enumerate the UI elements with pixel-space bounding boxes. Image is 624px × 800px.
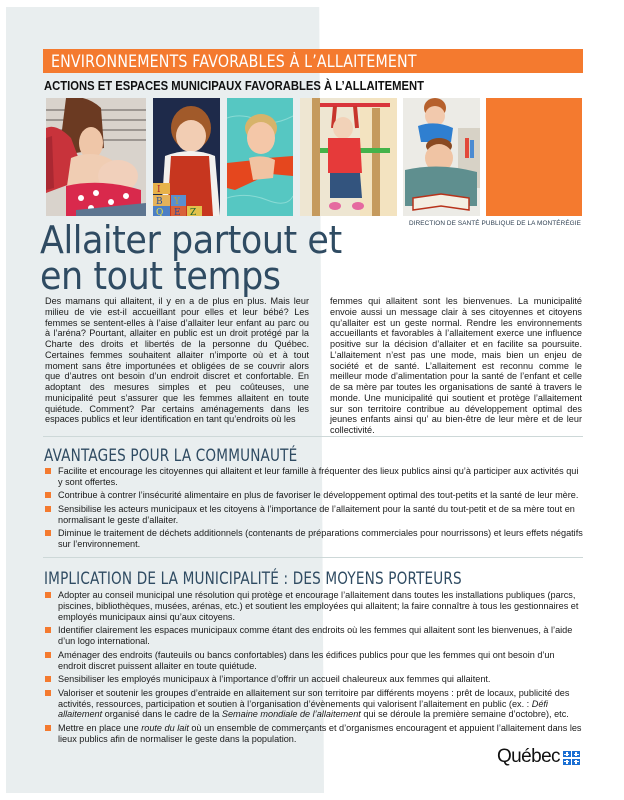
text-segment: où un ensemble de commerçants et d’organismes encouragent et appuient l’allaitement dans les lieux publics afin de normaliser le geste dans la population.	[58, 722, 582, 744]
list-item-text	[58, 723, 582, 744]
list-item-text: Sensibilise les acteurs municipaux et les citoyens à l’importance de l’allaitement pour la santé du tout-petit et de sa mère tout en normalisant le geste d’allaiter.	[58, 503, 575, 525]
svg-text:B: B	[156, 197, 163, 207]
svg-text:Y: Y	[174, 197, 180, 207]
implication-list	[44, 590, 584, 747]
quebec-wordmark: Québec	[497, 746, 560, 767]
list-item-text: Aménager des endroits (fauteuils ou bancs confortables) dans les édifices publics pour que les femmes qui ont besoin d’un endroit discret puissent allaiter en toute quiétude.	[58, 649, 555, 671]
block-letter-i: I	[157, 185, 161, 195]
list-item	[44, 590, 584, 623]
list-item-text: Facilite et encourage les citoyennes qui allaitent et leur famille à fréquenter des lieux publics ainsi qu’à participer aux activités qui y sont offertes.	[58, 466, 579, 487]
italic-segment: Défi allaitement	[58, 698, 548, 720]
text-segment: organisé dans le cadre de la	[102, 709, 222, 720]
svg-text:E: E	[174, 208, 181, 216]
bullet-square-icon	[45, 468, 51, 474]
text-segment: Valoriser et soutenir les groupes d’entraide en allaitement sur son territoire par différents moyens : prêt de locaux, publicité des activités, ressources, participation et soutien à l’organisation d’évènements qui valorisent l’allaitement en public (ex. :	[58, 687, 570, 709]
photo-father-son-reading	[403, 98, 480, 216]
bullet-square-icon	[45, 725, 51, 731]
text-segment: Mettre en place une	[58, 722, 142, 733]
list-item	[44, 674, 584, 685]
bullet-square-icon	[45, 506, 51, 512]
section-heading-implication: IMPLICATION DE LA MUNICIPALITÉ : DES MOYENS PORTEURS	[44, 569, 462, 589]
list-item-text: Identifier clairement les espaces municipaux comme étant des endroits où les femmes qui allaitent sont les bienvenues, à l’aide d’un logo international.	[58, 625, 573, 647]
accent-block	[486, 98, 582, 216]
intro-column-right: femmes qui allaitent sont les bienvenues. La municipalité envoie aussi un message clair à ses citoyennes et citoyens qu’allaiter est un geste normal. Rendre les environnements accueillants et favorables à l’allaitement exerce une influence positive sur la décision d’allaiter et en facilite sa poursuite. L’allaitement n’est pas une mode, mais bien un enjeu de société et de santé. L’allaitement est reconnu comme le meilleur mode d’alimentation pour la santé de l’enfant et celle de sa mère par toutes les organisations de santé à travers le monde. Une municipalité qui soutient et protège l’allaitement sur son territoire contribue au développement optimal des jeunes enfants ainsi qu’ au bien-être de leur mère et de leur collectivité.	[330, 296, 582, 435]
quebec-flag-icon	[563, 751, 581, 765]
photo-child-playground	[300, 98, 397, 216]
bullet-square-icon	[45, 652, 51, 658]
svg-text:Q: Q	[156, 208, 164, 216]
list-item	[44, 504, 584, 526]
quebec-logo	[497, 746, 580, 768]
title-line-1: Allaiter partout et	[40, 218, 342, 262]
list-item-text: Adopter au conseil municipal une résolution qui protège et encourage l’allaitement dans toutes les installations publiques (parcs, piscines, bibliothèques, musées, arénas, etc.) et soutient les employées qui allaitent; la faire connaître à tous les gestionnaires et employés municipaux ainsi qu’aux citoyens.	[58, 590, 579, 622]
photo-mother-breastfeeding	[46, 98, 146, 216]
bullet-square-icon	[45, 592, 51, 598]
bullet-square-icon	[45, 676, 51, 682]
page-title	[40, 218, 342, 298]
section-divider	[43, 557, 583, 558]
banner-title: ENVIRONNEMENTS FAVORABLES À L’ALLAITEMENT	[51, 52, 417, 71]
intro-column-left: Des mamans qui allaitent, il y en a de plus en plus. Mais leur milieu de vie est-il accueillant pour elles et leur bébé? Les femmes se sentent-elles à l’aise d’allaiter leur enfant au parc ou à l’aréna? Pourtant, allaiter en public est un droit protégé par la Charte des droits et libertés de la personne du Québec. Certaines femmes souhaitent allaiter n’importe où et à tout moment sans être importunées et obligées de se couvrir alors que d’autres ont besoin d’un endroit discret et confortable. En adoptant des mesures simples et peu coûteuses, une municipalité peut s’assurer que les femmes allaitent en toute quiétude. Comment? Par certains aménagements dans les espaces publics et leur identification en tant qu’endroits où les	[45, 296, 309, 425]
bullet-square-icon	[45, 530, 51, 536]
page-subtitle: ACTIONS ET ESPACES MUNICIPAUX FAVORABLES À L’ALLAITEMENT	[44, 79, 425, 93]
list-item	[44, 466, 584, 488]
section-divider	[43, 436, 583, 437]
photo-child-swimming	[227, 98, 293, 216]
list-item	[44, 723, 584, 745]
list-item	[44, 528, 584, 550]
photo-toddler-blocks	[153, 98, 220, 216]
avantages-list	[44, 466, 584, 553]
section-heading-avantages: AVANTAGES POUR LA COMMUNAUTÉ	[44, 446, 298, 466]
bullet-square-icon	[45, 690, 51, 696]
header-banner	[43, 49, 583, 73]
list-item-text: Contribue à contrer l’insécurité alimentaire en plus de favoriser le développement optimal des tout-petits et la santé de leur mère.	[58, 490, 579, 501]
organization-name: DIRECTION DE SANTÉ PUBLIQUE DE LA MONTÉRÉGIE	[408, 220, 581, 227]
title-line-2: en tout temps	[40, 254, 281, 298]
list-item	[44, 688, 584, 721]
list-item	[44, 625, 584, 647]
bullet-square-icon	[45, 627, 51, 633]
italic-segment: route du lait	[141, 722, 189, 733]
text-segment: qui se déroule la première semaine d’octobre), etc.	[360, 709, 569, 720]
svg-text:Z: Z	[190, 208, 197, 216]
list-item	[44, 490, 584, 501]
list-item-text: Diminue le traitement de déchets additionnels (contenants de préparations commerciales pour nourrissons) et leurs effets négatifs sur l’environnement.	[58, 528, 583, 550]
list-item-text: Sensibiliser les employés municipaux à l’importance d’offrir un accueil chaleureux aux femmes qui allaitent.	[58, 674, 491, 685]
list-item-text	[58, 688, 569, 720]
list-item	[44, 650, 584, 672]
italic-segment: Semaine mondiale de l’allaitement	[221, 709, 361, 720]
bullet-square-icon	[45, 492, 51, 498]
